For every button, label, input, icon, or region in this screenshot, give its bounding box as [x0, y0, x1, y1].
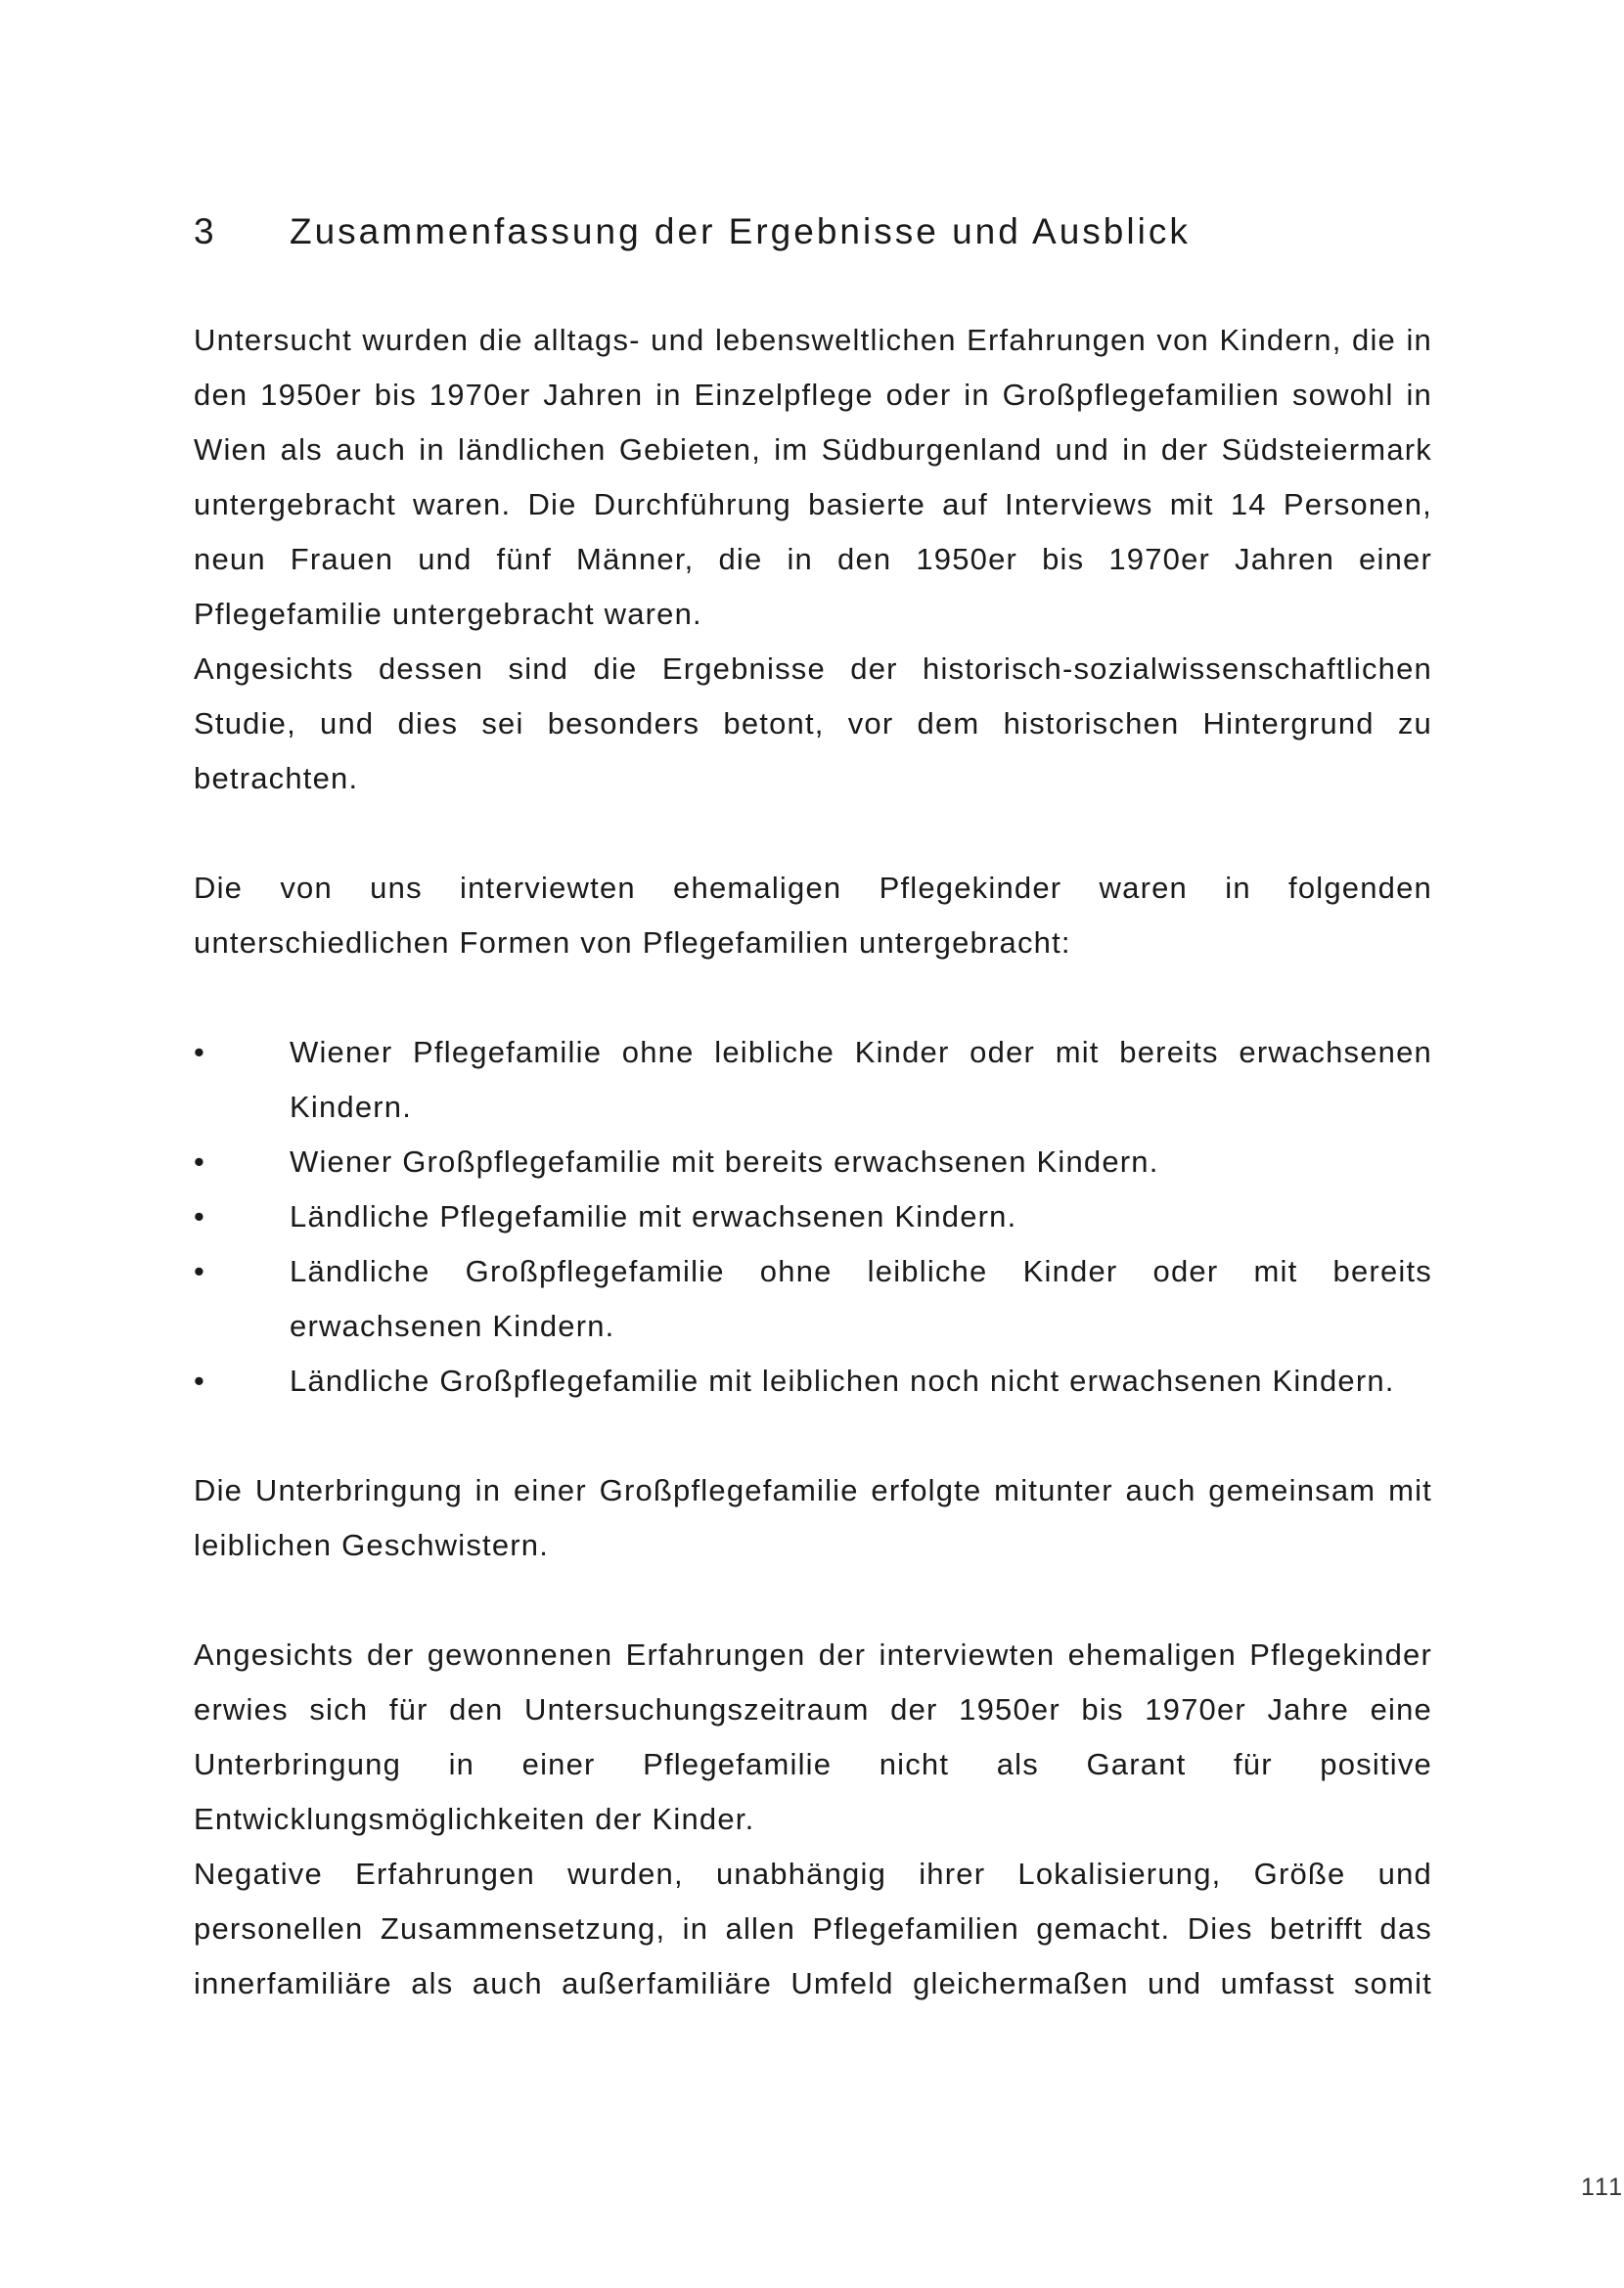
list-item-text: Ländliche Großpflegefamilie mit leiblichen noch nicht erwachsenen Kindern. — [290, 1364, 1395, 1398]
list-item-text: Wiener Großpflegefamilie mit bereits erwachsenen Kindern. — [290, 1144, 1159, 1179]
bullet-icon: • — [194, 1364, 206, 1398]
list-item — [194, 1189, 1432, 1244]
section-number: 3 — [194, 211, 217, 251]
section-title: Zusammenfassung der Ergebnisse und Ausblick — [290, 211, 1191, 251]
bullet-icon: • — [194, 1254, 206, 1288]
foster-family-types-list — [194, 1025, 1432, 1409]
list-item-text: Ländliche Pflegefamilie mit erwachsenen Kindern. — [290, 1199, 1017, 1234]
paragraph-forms-intro: Die von uns interviewten ehemaligen Pflegekinder waren in folgenden unterschiedlichen Formen von Pflegefamilien untergebracht: — [194, 871, 1432, 960]
intro-block — [194, 313, 1432, 806]
list-item-text: Ländliche Großpflegefamilie ohne leibliche Kinder oder mit bereits erwachsenen Kindern. — [290, 1254, 1432, 1343]
siblings-block — [194, 1463, 1432, 1573]
bullet-icon: • — [194, 1035, 206, 1069]
bullet-icon: • — [194, 1199, 206, 1234]
paragraph-siblings: Die Unterbringung in einer Großpflegefamilie erfolgte mitunter auch gemeinsam mit leiblichen Geschwistern. — [194, 1473, 1432, 1562]
paragraph-historical-context: Angesichts dessen sind die Ergebnisse der historisch-sozialwissenschaftlichen Studie, und dies sei besonders betont, vor dem historischen Hintergrund zu betrachten. — [194, 651, 1432, 795]
section-heading — [194, 207, 1432, 256]
list-item — [194, 1354, 1432, 1409]
list-item-text: Wiener Pflegefamilie ohne leibliche Kinder oder mit bereits erwachsenen Kindern. — [290, 1035, 1432, 1124]
paragraph-study-scope: Untersucht wurden die alltags- und lebensweltlichen Erfahrungen von Kindern, die in den 1950er bis 1970er Jahren in Einzelpflege oder in Großpflegefamilien sowohl in Wien als auch in ländlichen Gebieten, im Südburgenland und in der Südsteiermark untergebracht waren. Die Durchführung basierte auf Interviews mit 14 Personen, neun Frauen und fünf Männer, die in den 1950er bis 1970er Jahren einer Pflegefamilie untergebracht waren. — [194, 323, 1432, 631]
list-item — [194, 1135, 1432, 1189]
paragraph-negative-experiences: Negative Erfahrungen wurden, unabhängig ihrer Lokalisierung, Größe und personellen Zusammensetzung, in allen Pflegefamilien gemacht. Dies betrifft das innerfamiliäre als auch außerfamiliäre Umfeld gleichermaßen und umfasst somit — [194, 1857, 1432, 2000]
bullet-icon: • — [194, 1144, 206, 1179]
forms-intro-block — [194, 861, 1432, 970]
list-item — [194, 1244, 1432, 1354]
list-item — [194, 1025, 1432, 1135]
paragraph-findings: Angesichts der gewonnenen Erfahrungen der interviewten ehemaligen Pflegekinder erwies sich für den Untersuchungszeitraum der 1950er bis 1970er Jahre eine Unterbringung in einer Pflegefamilie nicht als Garant für positive Entwicklungsmöglichkeiten der Kinder. — [194, 1637, 1432, 1836]
findings-block — [194, 1628, 1432, 2011]
page-number: 111 — [1581, 2174, 1624, 2201]
